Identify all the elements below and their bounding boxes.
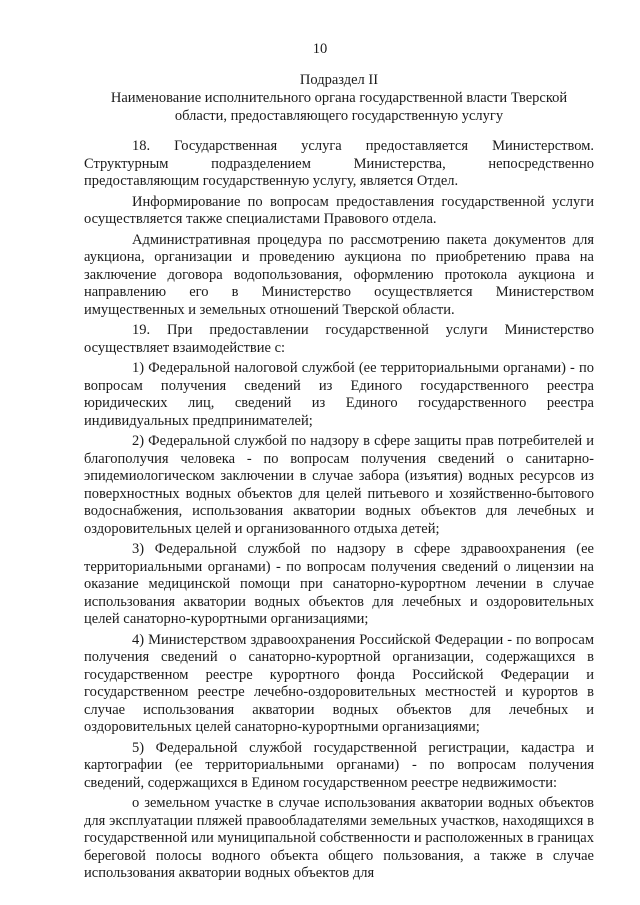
paragraph-18: 18. Государственная услуга предоставляется Министерством. Структурным подразделением Министерства, непосредственно предоставляющим государственную услугу, является Отдел. [84, 138, 594, 189]
list-item-5-registration-service: 5) Федеральной службой государственной регистрации, кадастра и картографии (ее территориальными органами) - по вопросам получения сведений, содержащихся в Едином государственном реестре недвижимости: [84, 739, 594, 791]
document-body [84, 138, 594, 886]
subsection-title-line-1: Наименование исполнительного органа государственной власти Тверской [110, 90, 568, 106]
paragraph-auction-procedure: Административная процедура по рассмотрению пакета документов для аукциона, организации и проведению аукциона по приобретению права на заключение договора водопользования, оформлению протокола аукциона и направлению его в Министерство осуществляется Министерством имущественных и земельных отношений Тверской области. [84, 231, 594, 318]
list-item-1-tax-service: 1) Федеральной налоговой службой (ее территориальными органами) - по вопросам получения сведений из Единого государственного реестра юридических лиц, сведений из Единого государственного реестра индивидуальных предпринимателей; [84, 360, 594, 429]
list-item-3-healthcare-supervision: 3) Федеральной службой по надзору в сфере здравоохранения (ее территориальными органами) - по вопросам получения сведений о лицензии на оказание медицинской помощи при санаторно-курортном лечении в случае использования акватории водных объектов для лечебных и оздоровительных целей санаторно-курортными организациями; [84, 541, 594, 627]
page-number: 10 [312, 41, 328, 57]
paragraph-land-plot: о земельном участке в случае использования акватории водных объектов для эксплуатации пляжей правообладателями земельных участков, находящихся в государственной или муниципальной собственности и расположенных в границах береговой полосы водного объекта общего пользования, а также в случае использования акватории водных объектов для [84, 795, 594, 881]
subsection-title [84, 89, 594, 125]
paragraph-19: 19. При предоставлении государственной услуги Министерство осуществляет взаимодействие с: [84, 322, 594, 356]
paragraph-informing: Информирование по вопросам предоставления государственной услуги осуществляется также специалистами Правового отдела. [84, 193, 594, 227]
subsection-label: Подраздел II [299, 72, 379, 88]
list-item-4-ministry-of-health: 4) Министерством здравоохранения Российской Федерации - по вопросам получения сведений о санаторно-курортной организации, содержащихся в государственном реестре курортного фонда Российской Федерации и государственном реестре лечебно-оздоровительных местностей и курортов в случае использования акватории водных объектов для лечебных и оздоровительных целей санаторно-курортными организациями; [84, 631, 594, 735]
list-item-2-consumer-protection: 2) Федеральной службой по надзору в сфере защиты прав потребителей и благополучия человека - по вопросам получения сведений о санитарно-эпидемиологическом заключении в случае забора (изъятия) водных ресурсов из поверхностных водных объектов для целей питьевого и хозяйственно-бытового водоснабжения, использования акватории водных объектов для лечебных и оздоровительных целей и организованного отдыха детей; [84, 433, 594, 537]
subsection-title-line-2: области, предоставляющего государственную услугу [174, 108, 504, 124]
